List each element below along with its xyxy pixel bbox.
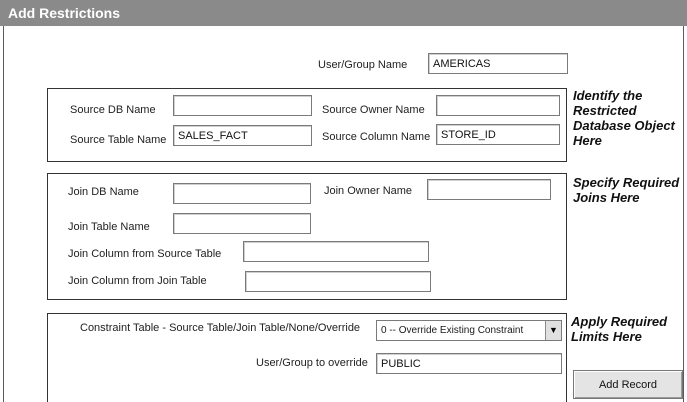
override-user-label: User/Group to override <box>256 357 368 369</box>
source-column-input[interactable] <box>436 124 560 145</box>
source-owner-label: Source Owner Name <box>322 104 425 116</box>
source-table-input[interactable] <box>173 125 312 146</box>
window-title: Add Restrictions <box>0 0 687 26</box>
constraint-table-select[interactable] <box>376 320 562 341</box>
join-owner-label: Join Owner Name <box>324 185 413 197</box>
override-user-input[interactable] <box>376 353 562 374</box>
source-db-label: Source DB Name <box>70 104 156 116</box>
source-table-label: Source Table Name <box>70 134 167 146</box>
constraint-table-label: Constraint Table - Source Table/Join Table/None/Override <box>80 322 361 334</box>
chevron-down-icon[interactable]: ▼ <box>545 321 561 340</box>
join-note: Specify Required Joins Here <box>573 175 680 205</box>
user-group-label: User/Group Name <box>318 59 408 71</box>
source-note: Identify the Restricted Database Object Here <box>573 88 675 148</box>
source-column-label: Source Column Name <box>322 131 431 143</box>
join-table-label: Join Table Name <box>68 221 150 233</box>
join-table-input[interactable] <box>173 213 311 234</box>
user-group-input[interactable] <box>428 53 568 74</box>
join-owner-input[interactable] <box>427 179 551 200</box>
join-column-source-input[interactable] <box>243 241 429 262</box>
join-db-label: Join DB Name <box>68 186 139 198</box>
constraint-note: Apply Required Limits Here <box>571 314 668 344</box>
join-db-input[interactable] <box>173 183 311 204</box>
source-db-input[interactable] <box>173 95 312 116</box>
constraint-table-selected-value: 0 -- Override Existing Constraint <box>381 325 524 336</box>
join-column-join-input[interactable] <box>245 271 431 292</box>
add-record-button[interactable]: Add Record <box>573 370 683 399</box>
join-column-source-label: Join Column from Source Table <box>68 248 222 260</box>
join-column-join-label: Join Column from Join Table <box>68 275 207 287</box>
source-owner-input[interactable] <box>436 95 560 116</box>
